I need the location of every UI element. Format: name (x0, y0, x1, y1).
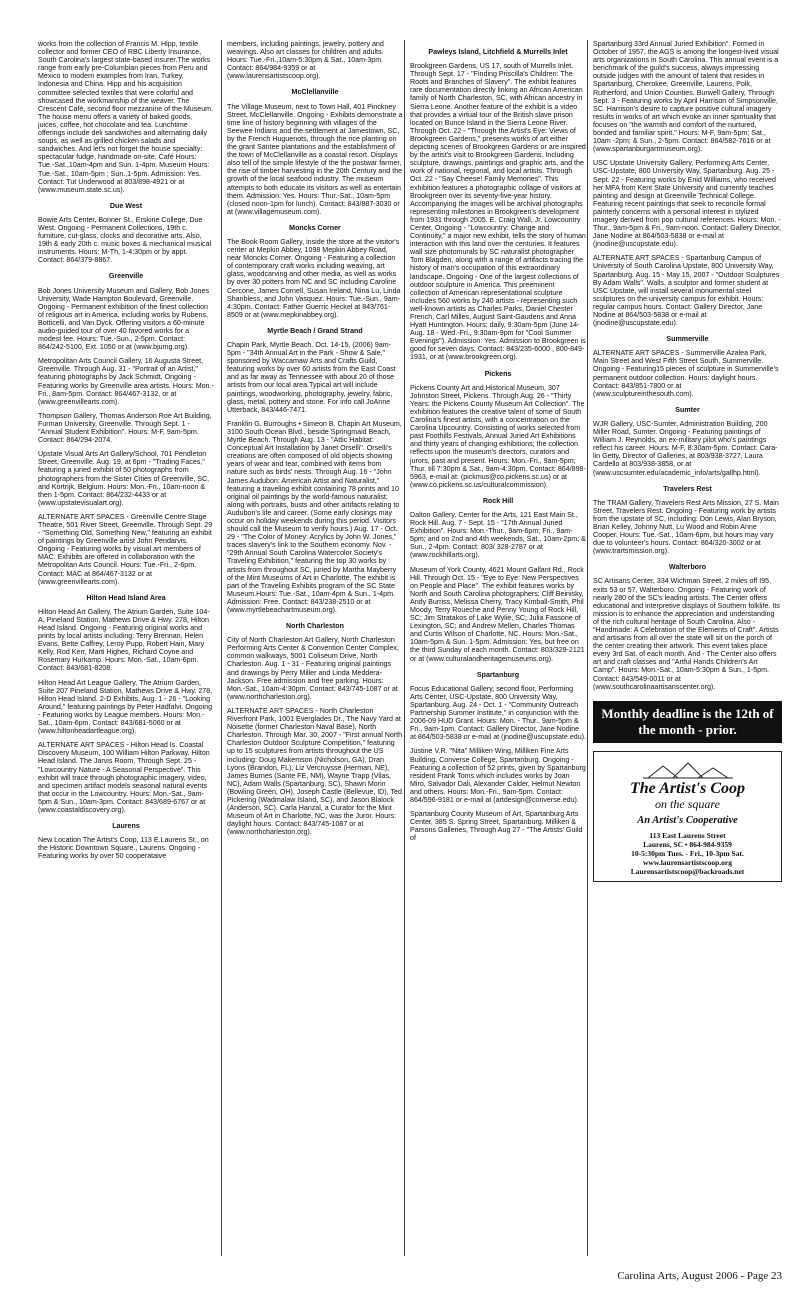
ad-email[interactable]: Laurensartistscoop@backroads.net (630, 866, 745, 876)
ad-address: 113 East Laurens Street (649, 830, 726, 840)
section-heading: Summerville (666, 335, 709, 344)
section-heading: Travelers Rest (663, 484, 712, 493)
column-rule (587, 40, 588, 1256)
column-3 (410, 40, 586, 848)
listing-entry: Metropolitan Arts Council Gallery, 16 Augusta Street, Greenville. Through Aug. 31 - "Portrait of an Artist," featuring photographs by Jack Schmidt. Ongoing - Featuring works by Greenville area artists. Hours: Mon.-Fri., 8am-5pm. Contact: 864/467-3132, or at (www.greenvillearts.com). (38, 357, 214, 406)
section-heading: North Charleston (286, 622, 344, 631)
listing-entry: The Book Room Gallery, inside the store at the visitor's center at Mepkin Abbey, 1098 Mepkin Abbey Road, near Moncks Corner. Ongoing - Featuring a collection of contemporary craft works including weaving, art glass, woodcarving and other media, as well as works by over 30 potters from NC and SC including Caroline Cercone, James Cornell, Susan Ireland, Nina Lu, Linda Shanbless, and John Vasquez. Hours: Tue.-Sun., 9am-4:30pm. Contact: Father Guerric Heckel at 843/761-8509 or at (www.mepkinabbey.org). (227, 237, 401, 319)
artists-coop-logo (598, 758, 777, 780)
listing-entry: Franklin G. Burroughs • Simeon B. Chapin Art Museum, 3100 South Ocean Blvd., beside Springmaid Beach, Myrtle Beach. Through Aug. 13 - "Attic Habitat: Conceptual Art Installation by Janet Orselli". Orselli's creations are often composed of old objects showing years of wear and tear, combined with items from nature such as birds' nests. Through Aug. 16 - "John James Audubon: American Artist and Naturalist," featuring a traveling exhibit containing 78 prints and 10 original oil paintings by the world-famous naturalist; along with portraits, busts and other artifacts relating to Audubon's life and career. (Some early closings may occur on holiday weekends during this period. Visitors should call the Museum to verify hours.) Aug. 17 - Oct. 29 - "The Color of Money: Acrylics by John W. Jones," traces slavery's link to the Southern economy. Nov. - "29th Annual South Carolina Watercolor Society's Traveling Exhibition," featuring the top 30 works by artists from throughout SC, juried by Martha Mayberry of the Mint Museums of Art in Charlotte. The exhibit is part of the Traveling Exhibits program of the SC State Museum.Hours: Tue.-Sat., 10am-4pm & Sun., 1-4pm. Admission: Free. Contact: 843/238-2510 or at (www.myrtlebeachartmuseum.org). (227, 419, 402, 614)
column-4-listings (593, 40, 782, 691)
column-rule (404, 40, 405, 1256)
listing-entry: Thompson Gallery, Thomas Anderson Roe Art Building, Furman University, Greenville. Through Sept. 1 - "Annual Student Exhibition". Hours: M-F, 9am-5pm. Contact: 864/294-2074. (38, 411, 212, 445)
section-heading: Laurens (112, 822, 140, 831)
listing-entry: The TRAM Gallery, Travelers Rest Arts Mission, 27 S. Main Street, Travelers Rest. Ongoing - Featuring work by artists from the upstate of SC, including: Don Lewis, Alan Bryson, Brian Kelley, Johnny Nutt, Lu Wood and Robin Anne Cooper. Hours: Tue.-Sat., 10am-6pm, but hours may vary due to volunteer's hours. Contact: 864/320-3002 or at (www.trartsmission.org). (593, 498, 779, 556)
listing-entry: Chapin Park, Myrtle Beach. Oct. 14-15, (2006) 9am-5pm - "34th Annual Art in the Park - Show & Sale," sponsored by Waccamaw Arts and Crafts Guild, featuring works by over 60 artists from the East Coast and as far away as Tennessee with about 20 of those artists from our local area.Typical art will include paintings, woodworking, photography, jewelry, fabric, glass, metal, pottery and stone. For info call JoAnne Utterback, 843/446-7471. (227, 341, 396, 414)
listing-entry: works from the collection of Francis M. Hipp, textile collector and former CEO of RBC Liberty Insurance, South Carolina's largest state-based insurer.The works range from early pre-Columbian pieces from Peru and Mexico to modern examples from Iran, Turkey, Indonesia and China. Hipp and his acquisition committee selected textiles that were colorful and showcased the workmanship of the weaver. The Crescent Café, second floor mezzanine of the Museum. The house menu offers a variety of baked goods, juices, coffee, hot chocolate and tea. Lunchtime offerings include deli sandwiches and alternating daily soups, as well as grilled chicken salads and sandwiches. And let's not forget the house specialty: spectacular fudge, handmade on-site. Café Hours: Tue.-Sat.,10am-4pm and Sun. 1-4pm. Museum Hours: Tue.-Sat., 10am-5pm ; Sun.,1-5pm. Admission: Yes. Contact: Tut Underwood at 803/898-4921 or at (www.museum.state.sc.us). (38, 40, 214, 194)
listing-entry: ALTERNATE ART SPACES - Spartanburg Campus of University of South Carolina Upstate, 800 University Way, Spartanburg. Aug. 15 - May 15, 2007 - "Outdoor Sculptures By Adam Walls". Walls, a sculptor and former student at USC Upstate, will install several monumental steel sculptures on the university campus for exhibit. Hours: regular campus hours. Contact: Gallery Director, Jane Nodine at 864/503-5838 or e-mail at (jnodine@uscupstate.edu). (593, 254, 780, 328)
listing-entry: Spartanburg County Museum of Art, Spartanburg Arts Center, 385 S. Spring Street, Spartanburg. Milliken & Parsons Galleries, Through Aug 27 - "The Artists' Guild of (410, 810, 583, 843)
listing-entry: Hilton Head Art Gallery, The Atrium Garden, Suite 104-A, Pineland Station, Mathews Drive & Hwy. 278, Hilton Head Island. Ongoing - Featuring original works and prints by local artists including: Terry Brennan, Helen Evans, Bette Caffrey, Leroy Pupp, Robert Hain, Mary Kelly, Rod Kerr, Marti Highes, Richard Coyne and Rosemary Hurkamp. Hours: Mon.-Sat., 10am-6pm. Contact: 843/681-8208. (38, 607, 210, 673)
section-heading: Moncks Corner (289, 223, 341, 232)
ad-title: The Artist's Coop (630, 779, 745, 797)
listing-entry: USC Upstate University Gallery, Performing Arts Center, USC-Upstate, 800 University Way, Spartanburg. Aug. 25 - Sept. 22 - Featuring works by Enid Williams, who received her MFA from Kent State University and currently teaches painting and design at Greenville Technical College. Featuring recent paintings that seek to reconcile formal painterly concerns with a personal interest in stylized imagery derived from pop cultural references. Hours: Mon. - Thur., 9am-5pm & Fri., 9am-noon. Contact: Gallery Director, Jane Nodine at 864/503-5838 or e-mail at (jnodine@uscupstate.edu). (593, 159, 782, 249)
column-4 (593, 40, 782, 882)
section-heading: Pickens (484, 369, 512, 378)
ad-phone: Laurens, SC • 864-984-9359 (643, 839, 732, 849)
artists-coop-ad (593, 751, 782, 882)
column-1 (38, 40, 214, 866)
listing-entry: SC Artisans Center, 334 Wichman Street, 2 miles off I95, exits 53 or 57, Walterboro. Ongoing - Featuring work of nearly 280 of the SC's leading artists. The Center offers educational and interpretive displays of Southern folklife. Its mission is to enhance the appreciation and understanding of the rich cultural heritage of South Carolina. Also - "Handmade: A Celebration of the Elements of Craft". Artists and artisans from all over the state will sit on the porch of the center creating their artwork. This event takes place every 3rd Sat. of each month. And - The Center also offers art and craft classes and "Artful Hands Children's Art Camp". Hours: Mon.-Sat., 10am-5:30pm & Sun., 1-5pm. Contact: 843/549-0011 or at (www.southcarolinaartisanscenter.org). (593, 577, 780, 691)
ad-tagline: An Artist's Cooperative (637, 814, 738, 826)
ad-hours: 10-5:30pm Tues. - Fri., 10-3pm Sat. (631, 848, 744, 858)
listing-entry: Upstate Visual Arts Art Gallery/School, 701 Pendleton Street, Greenville. Aug. 19, at 6pm - "Trading Faces," featuring a juried exhibit of 50 photographs from photographers from the Sister Cities of Greenville, SC, and Kortrijk, Belgium. Hours: Mon.-Fri., 10am-noon & then 1-5pm. Contact: 864/232-4433 or at (www.upstatevisualart.org). (38, 450, 210, 507)
listing-entry: Focus Educational Gallery, second floor, Performing Arts Center, USC-Upstate, 800 University Way, Spartanburg. Aug. 24 - Oct. 1 - "Community Outreach Partnership Summer Institute," in conjunction with the 2006-09 HUD Grant. Hours: Mon. - Thur., 9am-5pm & Fri., 9am-1pm. Contact: Gallery Director, Jane Nodine at 864/503-5838 or e-mail at (jnodine@uscupstate.edu). (410, 684, 586, 742)
listing-entry: Brookgreen Gardens, US 17, south of Murrells Inlet. Through Sept. 17 - "Finding Priscilla's Children: The Roots and Branches of Slavery". The exhibit features rare documentation directly linking an African American family of North Charleston, SC, with African ancestry in Sierra Leone. Another feature of the exhibit is a video that provides a virtual tour of the British slave prison located on Bunce Island in the Sierra Leone River. Through Oct. 22 - "Through the Artist's Eye: Views of Brookgreen Gardens," presents works of art either depicting scenes of Brookgreen Gardens or are inspired by the artist's visit to Brookgreen Gardens. Including sculpture, drawings, paintings and graphic arts, and the work of national, regional, and local artists. Through Oct. 22 - "Say Cheese! Family Memories". This exhibition features a photographic collage of visitors at Brookgreen over its seventy-five-year history. Accompanying the images will be archival photographs representing milestones in Brookgreen's development from 1931 through 2005. E. Craig Wall, Jr. Lowcountry Center, Ongoing - "Lowcountry: Change and Continuity," a major new exhibit, tells the story of human interaction with this land over the centuries. It features wall size photomurals by SC naturalist photographer Tom Blagden, along with a range of artifacts tracing the history of man's occupation of this extraordinary landscape. Ongoing - One of the largest collections of outdoor sculpture in America. This preeminent collection of American representational sculpture includes 560 works by 240 artists - representing such well-known artists as Charles Parks, Daniel Chester French, Carl Milles, August Saint-Gaudens and Anna Hyatt Huntington. Hours: daily, 9:30am-5pm (June 14-Aug. 18 - Wed.-Fri., 9:30am-9pm for "Cool Summer Evenings"). Admission: Yes. Admission to Brookgreen is good for seven days. Contact: 843/235-6000 , 800-849-1931, or at (www.brookgreen.org). (410, 62, 586, 362)
column-rule (221, 40, 222, 1256)
listing-entry: members, including paintings, jewelry, pottery and weavings. Also art classes for children and adults. Hours: Tue.-Fri.,10am-5:30pm & Sat., 10am-3pm. Contact: 864/984-9359 or at (www.laurensartistscoop.org). (227, 40, 384, 81)
listing-entry: Bob Jones University Museum and Gallery, Bob Jones University, Wade Hampton Boulevard, Greenville. Ongoing - Permanent exhibition of the finest collection of religious art in America, including works by Rubens, Botticelli, and Van Dyck. Offering visitors a 60-minute audio-guided tour of over 40 favored works for a modest fee. Hours: Tue.-Sun., 2-5pm. Contact: 864/242-5100, Ext. 1050 or at (www.bjumg.org). (38, 286, 209, 352)
section-heading: Spartanburg (476, 670, 520, 679)
section-heading: McClellanville (291, 88, 339, 97)
listing-entry: WJR Gallery, USC-Sumter, Administration Building, 200 Miller Road, Sumter. Ongoing - Featuring paintings of William J. Reynolds, an ex-military pilot who's paintings reflect his career. Hours: M-F, 8:30am-5pm. Contact: Cara-lin Getty, Director of Galleries, at 803/938-3727, Laura Cardello at 803/938-3858, or at (www.uscsumter.edu/academic_info/arts/gallhp.html). (593, 419, 778, 477)
section-heading: Myrtle Beach / Grand Strand (267, 326, 363, 335)
listing-entry: Pickens County Art and Historical Museum, 307 Johnston Street, Pickens. Through Aug. 26 - "Thirty Years: the Pickens County Museum Art Collection". The exhibition features the creative talent of some of South Carolina's finest artists, with a concentration on the Carolina Upcountry. Consisting of works selected from past Foothills Festivals, Annual Juried Art Exhibitions and thirty years of changing exhibitions; the collection reflects upon the museum's directors, curators and jurors, past and present. Hours: Mon.-Fri., 9am-5pm; Thur. till 7:30pm & Sat., 9am-4:30pm. Contact: 864/898-5963, e-mail at: (pickmus@co.pickens.sc.us) or at (www.co.pickens.sc.us/culturalcommission). (410, 383, 586, 489)
ad-website[interactable]: www.laurensartistscoop.org (642, 857, 733, 867)
listing-entry: ALTERNATE ART SPACES - North Charleston Riverfront Park, 1001 Everglades Dr., The Navy Yard at Noisette (former Charleston Naval Base), North Charleston. Through Mar. 30, 2007 - "First annual North Charleston Outdoor Sculpture Competition," featuring up to 15 sculptures from artists throughout the US including: Doug Makemson (Nicholson, GA), Dran Lyons (Brandon, FL), Liz Vercruysse (Herman, NE), James Burnes (Sante FE, NM), Wayne Trapp (Vilas, NC), Adam Walls (Spartanburg, SC), Shawn Morin (Bowling Green, OH), Joseph Castle (Bellevue, ID), Ted Pickering (Wadmalaw Island, SC), and Jason Blalock (Anderson, SC). Carla Hanzal, a Curator for the Mint Museum of Art in Charlotte, NC, was the Juror. Hours: daylight hours. Contact: 843/745-1087 or at (www.northcharleston.org). (227, 706, 403, 837)
page-footer: Carolina Arts, August 2006 - Page 23 (617, 1270, 782, 1282)
building-sketch-icon (643, 758, 733, 780)
listing-entry: ALTERNATE ART SPACES - Summerville Azalea Park, Main Street and West Fifth Street South, Summerville. Ongoing - Featuring15 pieces of sculpture in Summerville's permanent outdoor collection. Hours: daylight hours. Contact: 843/851-7800 or at (www.sculptureinthesouth.com). (593, 349, 779, 398)
section-heading: Rock Hill (482, 496, 514, 505)
listing-entry: Justine V.R. "Nita" Milliken Wing, Milliken Fine Arts Building, Converse College, Spartanburg. Ongoing - Featuring a collection of 52 prints, given by Spartanburg resident Frank Toms which includes works by Joan Miro, Salvador Dali, Alexander Calder, Helmut Newton and others. Hours: Mon.-Fri., 9am-5pm. Contact: 864/596-9181 or e-mail at (artdesign@converse.edu). (410, 747, 586, 804)
listing-entry: Museum of York County, 4621 Mount Gallant Rd., Rock Hill. Through Oct. 15 - "Eye to Eye: New Perspectives on People and Place". The exhibit features works by North and South Carolina photographers: Cliff Beinisky, Andy Burriss, Melissa Cherry, Tracy Kimball-Smith, Phil Moody, Terry Roueche and Penny Young of Rock Hill, SC; Jim Stratakos of Lake Wylie, SC; Julia Fassone of Lexington, SC; and Andrew Mellen, Charles Thomas and Curtis Wilson of Charlotte, NC. Hours: Mon.-Sat., 10am-5pm & Sun. 1-5pm. Admission: Yes, but free on the third Sunday of each month. Contact: 803/329-2121 or at (www.culturalandheritagemuseums.org). (410, 565, 585, 663)
section-heading: Greenville (108, 272, 144, 281)
listing-entry: Spartanburg 33rd Annual Juried Exhibition". Formed in October of 1957, the AGS is among the longest-lived visual arts organizations in South Carolina. This annual event is a benchmark of the guild's success, always impressing outside judges with the amount of talent that resides in Spartanburg, Cherokee, Greenville, Laurens, Polk, Rutherford, and Union Counties. Burwell Gallery, Through Sept. 3 - Featuring works by April Harrison of Simpsonville, SC. Harrison's desire to capture positive cultural imagery results in works of art which evoke an inner spirituality that focuses on "the warmth and comfort of the nurtured, bonded and familiar spirit." Hours: M-F, 9am-5pm; Sat., 10am -2pm; & Sun., 2-5pm. Contact: 864/582-7616 or at (www.spartanburgartmuseum.org). (593, 40, 779, 154)
listing-entry: The Village Museum, next to Town Hall, 401 Pinckney Street, McClellanville. Ongoing - Exhibits demonstrate a time line of history beginning with villages of the Seewee Indians and the settlement at Jamestown, SC, by the French Huguenots, through the rice planting on the grant Santee plantations and the establishment of the town of McClellanville as a coastal resort. Displays also tell of the simple lifestyle of the the postwar farmer, the rise of timber harvesting in the 20th Century and the growth of the local seafood industry. The museum attempts to both educate its visitors as well as entertain them. Admission: Yes. Hours: Thur.-Sat., 10am-5pm (closed noon-1pm for lunch). Contact: 843/887-3030 or at (www.villagemuseum.com). (227, 102, 403, 216)
column-2 (227, 40, 403, 842)
newspaper-page (38, 40, 782, 1256)
listing-entry: Bowie Arts Center, Bonner St., Erskine College, Due West. Ongoing - Permanent Collections, 19th c. furniture, cut-glass, clocks and decorative arts. Also, 19th & early 20th c. music boxes & mechanical musical instruments. Hours: M-Th, 1-4:30pm or by appt. Contact: 864/379-8867. (38, 215, 212, 265)
section-heading: Pawleys Island, Litchfield & Murrells Inlet (428, 48, 568, 56)
ad-subtitle: on the square (655, 796, 720, 811)
deadline-banner: Monthly deadline is the 12th of the month - prior. (593, 701, 782, 743)
section-heading: Hilton Head Island Area (86, 593, 166, 602)
section-heading: Sumter (675, 405, 700, 414)
listing-entry: City of North Charleston Art Gallery, North Charleston Performing Arts Center & Convention Center Complex, common walkways, 5001 Coliseum Drive, North Charleston. Aug. 1 - 31 - Featuring original paintings and drawings by Perry Miller and Linda Meddera-Jackson. Free admission and free parking. Hours: Mon.-Sat., 10am-4:30pm. Contact: 843/745-1087 or at (www.northcharleston.org). (227, 636, 399, 701)
section-heading: Due West (109, 201, 143, 210)
listing-entry: ALTERNATE ART SPACES - Hilton Head Is. Coastal Discovery Museum, 100 William Hilton Parkway, Hilton Head Island. The Jarvis Room, Through Sept. 25 - "Lowcountry Nature - A Seasonal Perspective". This exhibit will trace through photographic imagery, video, and specimen artifact models seasonal natural events that occur in the Lowcountry. Hours: Mon.-Sat., 9am-5pm & Sun., 10am-3pm. Contact: 843/689-6767 or at (www.coastaldiscovery.org). (38, 741, 210, 814)
listing-entry: Dalton Gallery, Center for the Arts, 121 East Main St., Rock Hill. Aug. 7 - Sept. 15 - "17th Annual Juried Exhibition". Hours: Mon.-Thur., 9am-6pm; Fri., 9am-5pm; and on 2nd and 4th weekends, Sat., 10am-2pm; & Sun., 2-4pm. Contact: 803/ 328-2787 or at (www.rockhillarts.org). (410, 510, 586, 560)
listing-entry: New Location The Artist's Coop, 113 E.Laurens St., on the Historic Downtown Square., Laurens. Ongoing - Featuring works by over 50 cooperataive (38, 836, 209, 861)
section-heading: Walterboro (668, 563, 707, 572)
listing-entry: ALTERNATE ART SPACES - Greenville Centre Stage Theatre, 501 River Street, Greenville. Through Sept. 29 - "Something Old, Something New," featuring an exhibit of paintings by Greenville artist John Pendarvis. Ongoing - Featuring works by visual art members of MAC. Exhibits are offered in collaboration with the Metropolitan Arts Council. Hours: Tue.-Fri., 2-6pm. Contact: MAC at 864/467-3132 or at (www.greenvillearts.com). (38, 512, 213, 586)
listing-entry: Hilton Head Art League Gallery, The Atrium Garden, Suite 207 Pineland Station, Mathews Drive & Hwy. 278, Hilton Head Island. 2-D Exhibits, Aug. 1 - 26 - "Looking Around," featuring paintings by Peter Hadfalvi. Ongoing - Featuring works by League members. Hours: Mon.-Sat., 10am-6pm. Contact: 843/681-5060 or at (www.hiltonheadartleague.org). (38, 678, 213, 736)
